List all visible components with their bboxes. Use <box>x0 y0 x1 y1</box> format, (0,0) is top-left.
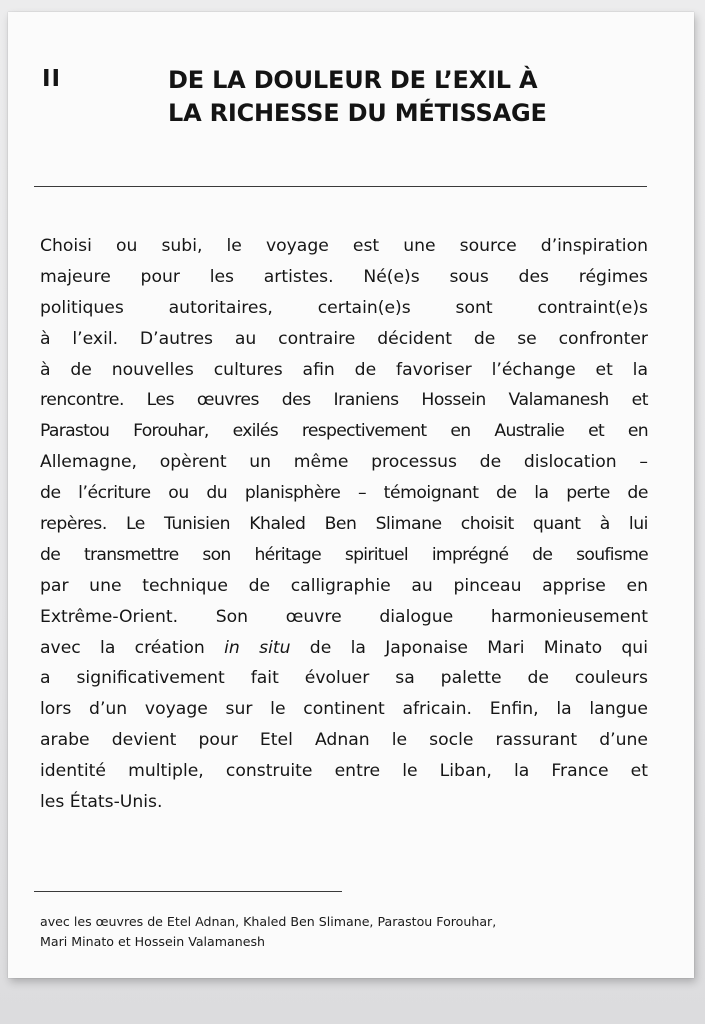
body-text-segment: avec la création <box>40 637 225 658</box>
body-line: Extrême-Orient. Son œuvre dialogue harmonieusement <box>40 606 648 627</box>
section-title-line-1: DE LA DOULEUR DE L’EXIL À <box>168 66 538 94</box>
section-number: II <box>42 66 62 92</box>
body-line-with-italic <box>40 633 648 664</box>
body-line: lors d’un voyage sur le continent africain. Enfin, la langue <box>40 699 648 720</box>
body-line: arabe devient pour Etel Adnan le socle rassurant d’une <box>40 730 648 751</box>
title-divider <box>34 186 647 187</box>
body-line: à de nouvelles cultures afin de favoriser l’échange et la <box>40 359 648 380</box>
body-line: repères. Le Tunisien Khaled Ben Slimane choisit quant à lui <box>40 514 648 535</box>
body-line: par une technique de calligraphie au pinceau apprise en <box>40 575 648 596</box>
body-line: rencontre. Les œuvres des Iraniens Hossein Valamanesh et <box>40 390 648 411</box>
body-line: de l’écriture ou du planisphère – témoignant de la perte de <box>40 483 648 504</box>
exhibition-wall-label <box>8 12 694 978</box>
italic-term: in situ <box>224 637 291 658</box>
body-line: a significativement fait évoluer sa palette de couleurs <box>40 668 648 689</box>
body-paragraph <box>40 231 648 818</box>
section-title <box>168 64 668 130</box>
artists-credits <box>40 912 650 952</box>
body-line: à l’exil. D’autres au contraire décident de se confronter <box>40 328 648 349</box>
body-line: Parastou Forouhar, exilés respectivement en Australie et en <box>40 421 648 442</box>
body-line: majeure pour les artistes. Né(e)s sous des régimes <box>40 266 648 287</box>
credits-divider <box>34 891 342 892</box>
section-title-line-2: LA RICHESSE DU MÉTISSAGE <box>168 99 547 127</box>
body-text-segment: de la Japonaise Mari Minato qui <box>290 637 648 658</box>
body-line: Allemagne, opèrent un même processus de dislocation – <box>40 452 648 473</box>
body-line: les États-Unis. <box>40 792 163 813</box>
credits-line: Mari Minato et Hossein Valamanesh <box>40 934 266 949</box>
body-line: identité multiple, construite entre le Liban, la France et <box>40 761 648 782</box>
body-line: de transmettre son héritage spirituel imprégné de soufisme <box>40 544 648 565</box>
credits-line: avec les œuvres de Etel Adnan, Khaled Ben Slimane, Parastou Forouhar, <box>40 914 497 929</box>
body-line: politiques autoritaires, certain(e)s sont contraint(e)s <box>40 297 648 318</box>
body-line: Choisi ou subi, le voyage est une source d’inspiration <box>40 236 648 256</box>
